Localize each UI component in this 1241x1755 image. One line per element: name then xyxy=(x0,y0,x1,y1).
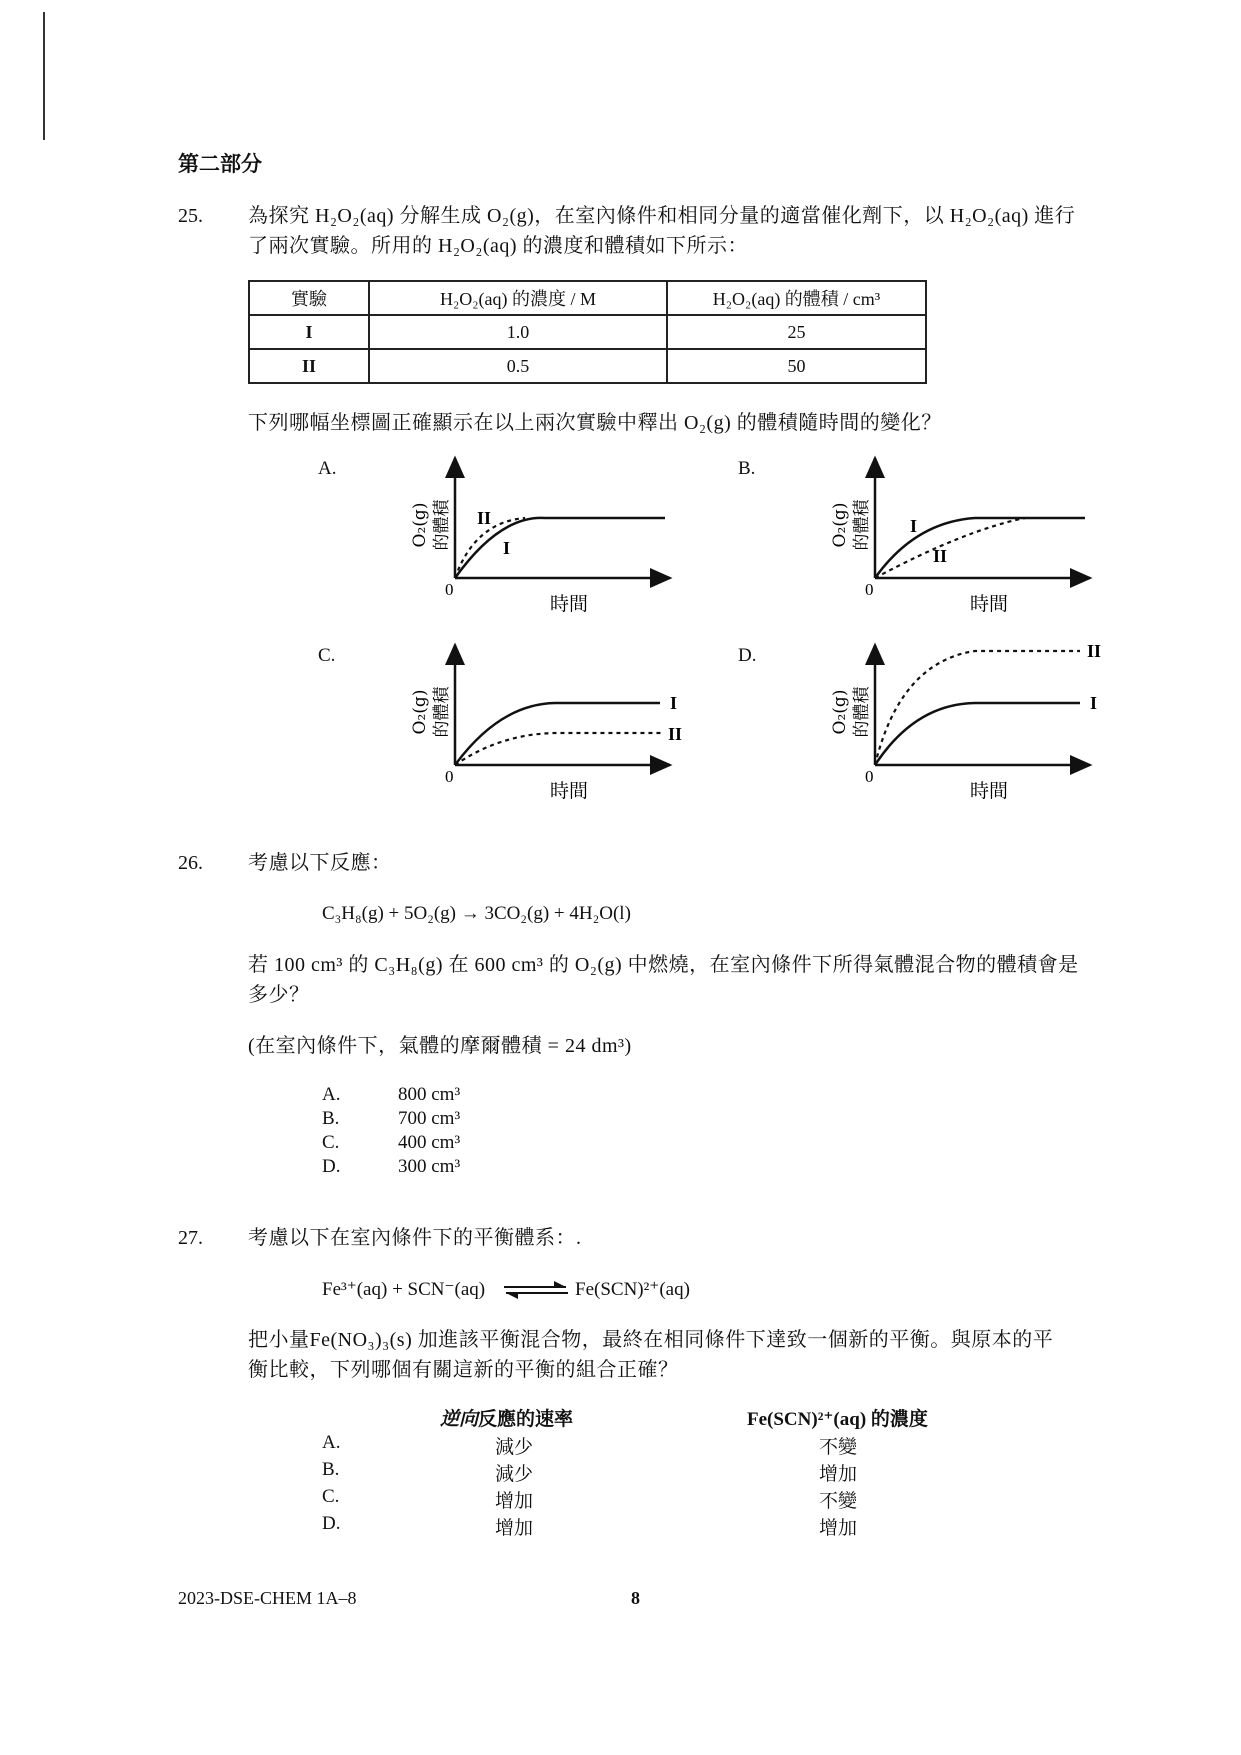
option-col2: 不變 xyxy=(819,1491,858,1512)
option-letter: C. xyxy=(322,1132,340,1153)
question-26-equation: C₃H₈(g) + 5O₂(g) → 3CO₂(g) + 4H₂O(l) xyxy=(322,903,631,924)
option-letter: D. xyxy=(322,1156,341,1177)
y-axis-label-line1: O₂(g) xyxy=(410,502,430,548)
section-title: 第二部分 xyxy=(178,152,262,176)
curve-solid xyxy=(455,703,660,765)
question-27-text-line2: 衡比較，下列哪個有關這新的平衡的組合正確？ xyxy=(248,1359,679,1381)
curve-label: I xyxy=(670,693,678,713)
curve-label: II xyxy=(933,546,948,566)
y-axis-label-line1: O₂(g) xyxy=(410,689,430,735)
option-col1: 減少 xyxy=(495,1464,534,1485)
option-value: 800 cm³ xyxy=(398,1084,461,1105)
curve-solid xyxy=(875,703,1080,765)
x-axis-label: 時間 xyxy=(550,780,589,802)
option-letter: D. xyxy=(322,1513,341,1534)
margin-line xyxy=(43,12,45,140)
curve-label: II xyxy=(668,724,683,744)
table-cell: 50 xyxy=(667,349,926,383)
table-header-cell: H₂O₂(aq) 的體積 / cm³ xyxy=(667,281,926,315)
option-letter: C. xyxy=(322,1486,340,1507)
table-header-cell: H₂O₂(aq) 的濃度 / M xyxy=(369,281,667,315)
question-26-text-line2: 多少？ xyxy=(248,984,310,1006)
question-25-prompt: 下列哪幅坐標圖正確顯示在以上兩次實驗中釋出 O₂(g) 的體積隨時間的變化？ xyxy=(248,412,942,434)
column-header-rest: 反應的速率 xyxy=(478,1409,574,1430)
table-row xyxy=(249,349,926,383)
question-25-text-line1: 為探究 H₂O₂(aq) 分解生成 O₂(g)，在室內條件和相同分量的適當催化劑下，以 H₂O₂(aq) 進行 xyxy=(248,205,1076,227)
curve-label: II xyxy=(1087,641,1102,661)
chart-option-c xyxy=(395,637,685,807)
option-col2: 不變 xyxy=(819,1437,858,1458)
option-value: 400 cm³ xyxy=(398,1132,461,1153)
question-27-equation-right: Fe(SCN)²⁺(aq) xyxy=(575,1279,690,1300)
table-header-row xyxy=(249,281,926,315)
table-cell: II xyxy=(249,349,369,383)
question-26-text-line1: 若 100 cm³ 的 C₃H₈(g) 在 600 cm³ 的 O₂(g) 中燃燒，在室內條件下所得氣體混合物的體積會是 xyxy=(248,954,1079,976)
option-letter: A. xyxy=(322,1432,341,1453)
x-axis-label: 時間 xyxy=(550,593,589,615)
option-letter: B. xyxy=(322,1459,340,1480)
curve-label: II xyxy=(477,508,492,528)
question-26-intro: 考慮以下反應： xyxy=(248,852,392,874)
question-25-number: 25. xyxy=(178,205,203,227)
option-letter: B. xyxy=(322,1108,340,1129)
y-axis-label-line2: 的體積 xyxy=(852,499,872,551)
page-number: 8 xyxy=(631,1588,640,1608)
curve-label: I xyxy=(910,516,918,536)
origin-label: 0 xyxy=(865,767,874,786)
chart-option-letter: C. xyxy=(318,645,336,666)
curve-label: I xyxy=(503,538,511,558)
option-value: 700 cm³ xyxy=(398,1108,461,1129)
question-27-options xyxy=(322,1432,1022,1542)
y-axis-label-line2: 的體積 xyxy=(432,499,452,551)
curve-label: I xyxy=(1090,693,1098,713)
origin-label: 0 xyxy=(445,767,454,786)
chart-option-b xyxy=(815,450,1105,620)
table-cell: I xyxy=(249,315,369,349)
experiment-table xyxy=(248,280,927,384)
paper-code: 2023-DSE-CHEM 1A–8 xyxy=(178,1588,357,1608)
chart-option-d xyxy=(815,637,1105,807)
question-26-note: (在室內條件下，氣體的摩爾體積 = 24 dm³) xyxy=(248,1035,632,1057)
option-col2: 增加 xyxy=(819,1518,858,1539)
option-col1: 增加 xyxy=(495,1518,534,1539)
question-27-intro: 考慮以下在室內條件下的平衡體系：. xyxy=(248,1227,582,1249)
table-cell: 25 xyxy=(667,315,926,349)
y-axis-label-line1: O₂(g) xyxy=(830,502,850,548)
question-25-text-line2: 了兩次實驗。所用的 H₂O₂(aq) 的濃度和體積如下所示： xyxy=(248,235,749,257)
table-row xyxy=(249,315,926,349)
chart-option-letter: D. xyxy=(738,645,757,666)
column-header-emphasis: 逆向 xyxy=(440,1409,479,1430)
question-27-equation-left: Fe³⁺(aq) + SCN⁻(aq) xyxy=(322,1279,486,1300)
curve-dashed xyxy=(875,651,1080,765)
y-axis-label-line2: 的體積 xyxy=(432,686,452,738)
x-axis-label: 時間 xyxy=(970,593,1009,615)
column-header-concentration: Fe(SCN)²⁺(aq) 的濃度 xyxy=(747,1409,928,1430)
option-letter: A. xyxy=(322,1084,341,1105)
question-26-number: 26. xyxy=(178,852,203,874)
table-cell: 1.0 xyxy=(369,315,667,349)
y-axis-label-line1: O₂(g) xyxy=(830,689,850,735)
option-col1: 增加 xyxy=(495,1491,534,1512)
question-27-text-line1: 把小量Fe(NO₃)₃(s) 加進該平衡混合物，最終在相同條件下達致一個新的平衡。與原本的平 xyxy=(248,1329,1054,1351)
curve-solid xyxy=(875,518,1085,578)
y-axis-label-line2: 的體積 xyxy=(852,686,872,738)
curve-dashed xyxy=(455,733,663,765)
table-header-cell: 實驗 xyxy=(249,281,369,315)
column-header-reverse-rate xyxy=(440,1404,573,1431)
table-cell: 0.5 xyxy=(369,349,667,383)
equilibrium-arrow-icon xyxy=(502,1280,570,1300)
question-26-options xyxy=(322,1083,522,1183)
option-col1: 減少 xyxy=(495,1437,534,1458)
origin-label: 0 xyxy=(445,580,454,599)
chart-option-letter: B. xyxy=(738,458,756,479)
option-value: 300 cm³ xyxy=(398,1156,461,1177)
chart-option-letter: A. xyxy=(318,458,337,479)
origin-label: 0 xyxy=(865,580,874,599)
question-27-number: 27. xyxy=(178,1227,203,1249)
chart-option-a xyxy=(395,450,685,620)
option-col2: 增加 xyxy=(819,1464,858,1485)
x-axis-label: 時間 xyxy=(970,780,1009,802)
curve-dashed xyxy=(875,518,1025,578)
